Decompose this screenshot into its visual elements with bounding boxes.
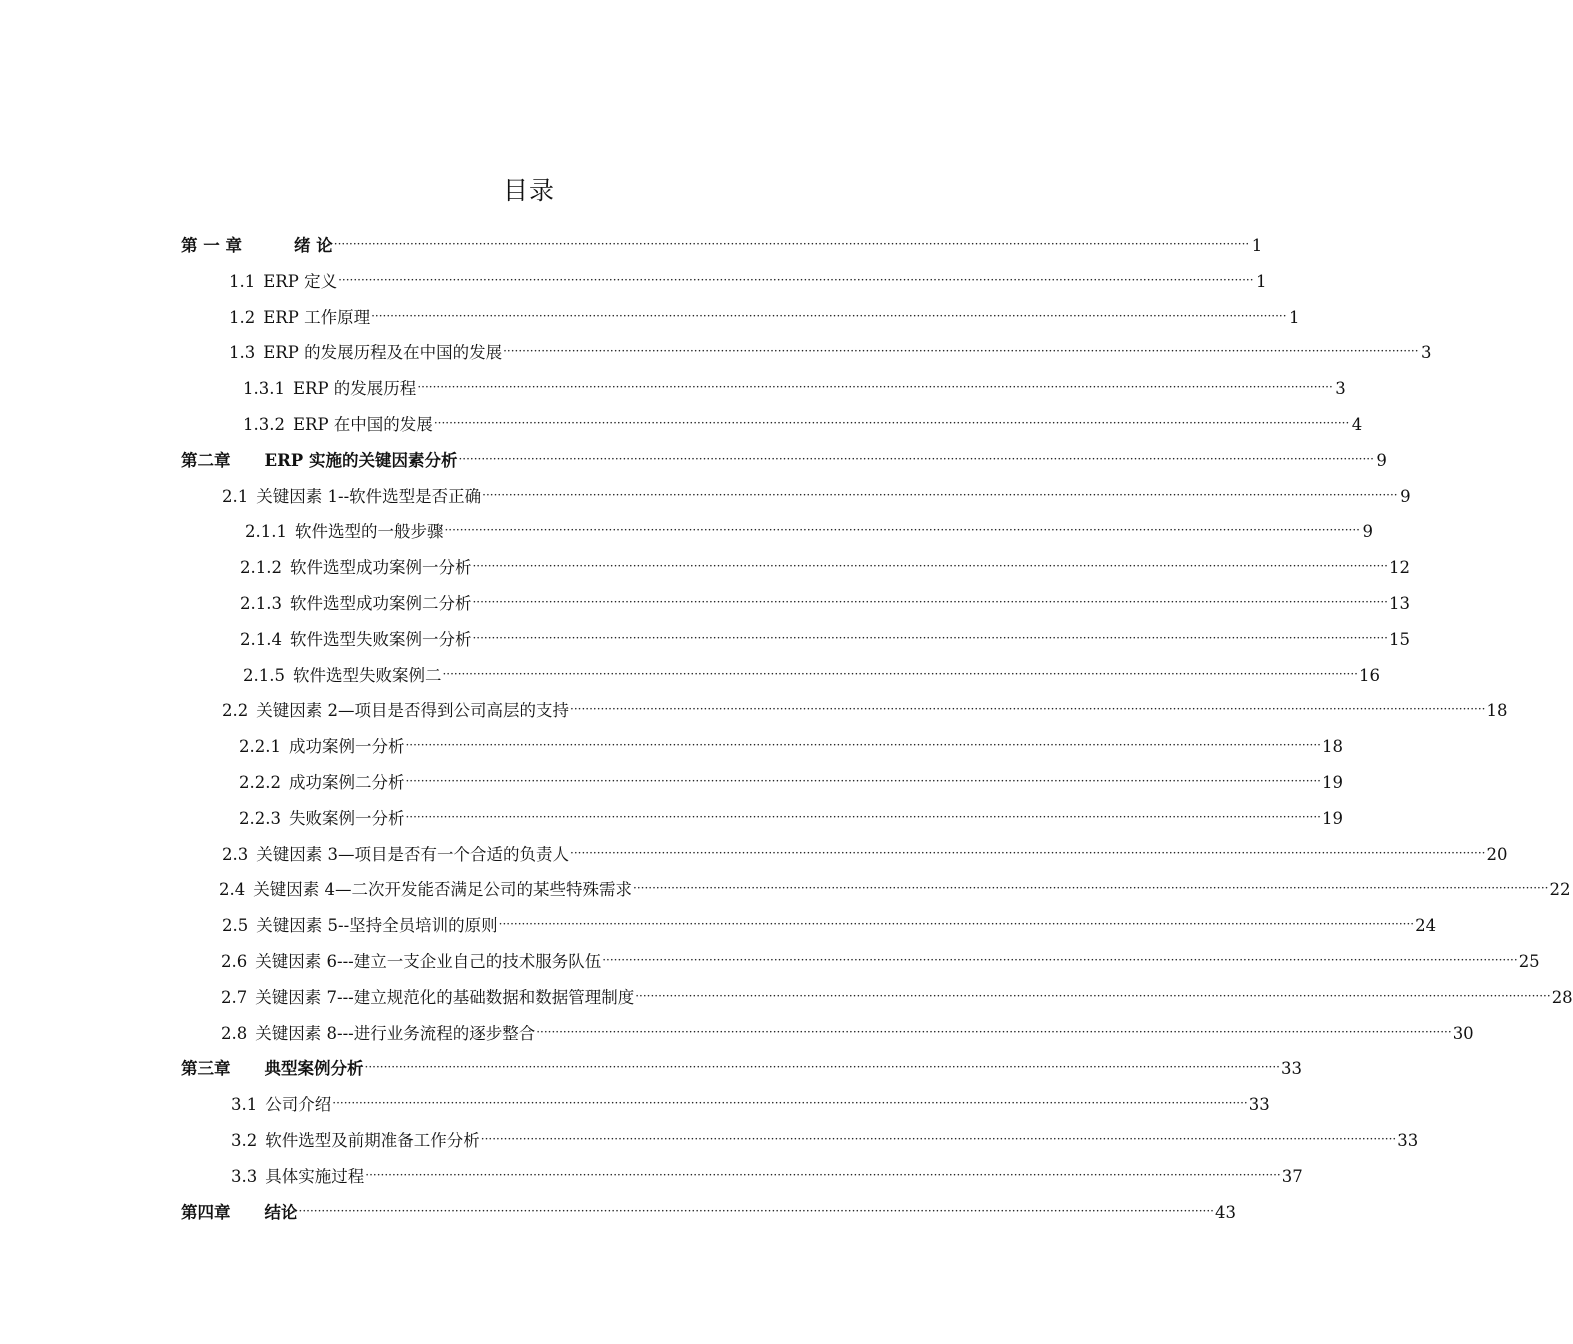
- toc-entry-label: 关键因素 5--坚持全员培训的原则: [256, 916, 498, 936]
- toc-entry-number: 2.1: [222, 486, 249, 506]
- toc-page-number: 3: [1335, 379, 1346, 399]
- toc-page-number: 18: [1486, 701, 1508, 721]
- toc-entry-number: 第四章: [181, 1202, 231, 1222]
- toc-entry-number: 2.1.3: [240, 594, 282, 613]
- toc-entry-number: 2.5: [222, 916, 249, 936]
- toc-entry-number: 3.2: [231, 1131, 258, 1150]
- toc-entry-number: 第 一 章: [181, 236, 242, 255]
- toc-page-number: 1: [1256, 271, 1267, 291]
- toc-entry-number: 2.1.1: [245, 522, 287, 542]
- toc-dot-leader: ················································································································································································································································: [332, 1096, 1248, 1111]
- toc-entry-number: 2.4: [219, 880, 246, 900]
- toc-page-number: 30: [1452, 1023, 1474, 1043]
- toc-entry-label: 软件选型及前期准备工作分析: [265, 1131, 480, 1150]
- toc-page-number: 1: [1251, 236, 1263, 255]
- toc-dot-leader: ················································································································································································································································: [442, 666, 1358, 681]
- toc-entry-number: 2.1.5: [243, 665, 285, 685]
- toc-dot-leader: ················································································································································································································································: [365, 1167, 1281, 1182]
- toc-entry-label: ERP 实施的关键因素分析: [264, 450, 458, 470]
- toc-section-entry[interactable]: [240, 551, 1410, 579]
- toc-entry-number: 3.1: [231, 1095, 258, 1115]
- toc-section-entry[interactable]: [229, 265, 1267, 293]
- toc-entry-number: 2.2.2: [239, 773, 281, 792]
- toc-chapter-entry[interactable]: [181, 229, 1263, 257]
- toc-entry-label: 关键因素 3—项目是否有一个合适的负责人: [256, 844, 569, 864]
- toc-section-entry[interactable]: [231, 1124, 1419, 1152]
- toc-dot-leader: ················································································································································································································································: [472, 559, 1388, 574]
- toc-entry-number: 2.1.2: [240, 558, 282, 578]
- toc-section-entry[interactable]: [231, 1088, 1270, 1116]
- toc-page-number: 16: [1358, 665, 1380, 685]
- toc-section-entry[interactable]: [231, 1160, 1303, 1188]
- toc-page-number: 22: [1549, 880, 1571, 900]
- toc-entry-label: 关键因素 4—二次开发能否满足公司的某些特殊需求: [253, 880, 632, 900]
- toc-dot-leader: ················································································································································································································································: [433, 416, 1350, 430]
- toc-dot-leader: ················································································································································································································································: [570, 845, 1486, 860]
- toc-title: 目录: [502, 175, 555, 205]
- toc-section-entry[interactable]: [219, 873, 1571, 901]
- toc-dot-leader: ················································································································································································································································: [371, 308, 1287, 323]
- toc-dot-leader: ················································································································································································································································: [405, 774, 1321, 788]
- toc-page-number: 33: [1280, 1059, 1302, 1079]
- toc-page-number: 28: [1551, 987, 1573, 1007]
- toc-entry-label: ERP 工作原理: [263, 307, 371, 327]
- toc-entry-number: 1.2: [229, 307, 256, 327]
- toc-page-number: 15: [1388, 629, 1410, 649]
- toc-section-entry[interactable]: [229, 301, 1300, 329]
- toc-entry-label: 关键因素 2—项目是否得到公司高层的支持: [256, 701, 569, 721]
- toc-page-number: 9: [1362, 522, 1373, 542]
- toc-section-entry[interactable]: [239, 766, 1343, 794]
- toc-dot-leader: ················································································································································································································································: [364, 1060, 1280, 1075]
- toc-entry-label: 具体实施过程: [265, 1166, 365, 1186]
- toc-entry-label: 软件选型成功案例二分析: [289, 594, 472, 613]
- toc-entry-number: 1.3.2: [243, 415, 285, 434]
- toc-entry-label: 失败案例一分析: [288, 808, 405, 828]
- toc-page-number: 20: [1486, 844, 1508, 864]
- toc-dot-leader: ················································································································································································································································: [602, 953, 1518, 967]
- toc-entry-number: 2.6: [221, 952, 248, 971]
- toc-entry-number: 1.1: [229, 271, 256, 291]
- toc-section-entry[interactable]: [243, 372, 1346, 400]
- toc-entry-label: 关键因素 8---进行业务流程的逐步整合: [255, 1023, 536, 1043]
- toc-page-number: 25: [1518, 952, 1540, 971]
- toc-section-entry[interactable]: [239, 730, 1343, 758]
- toc-dot-leader: ················································································································································································································································: [472, 595, 1388, 609]
- toc-entry-label: 软件选型失败案例二: [292, 665, 442, 685]
- toc-entry-number: 2.7: [221, 987, 248, 1007]
- toc-dot-leader: ················································································································································································································································: [480, 1132, 1397, 1146]
- toc-entry-label: 软件选型成功案例一分析: [289, 558, 472, 578]
- toc-chapter-entry[interactable]: [181, 444, 1387, 472]
- toc-section-entry[interactable]: [245, 515, 1373, 543]
- toc-chapter-entry[interactable]: [181, 1052, 1302, 1080]
- toc-section-entry[interactable]: [239, 802, 1343, 830]
- toc-section-entry[interactable]: [222, 694, 1508, 722]
- toc-dot-leader: ················································································································································································································································: [417, 380, 1333, 395]
- toc-section-entry[interactable]: [222, 838, 1508, 866]
- toc-page-number: 3: [1421, 343, 1432, 363]
- toc-page-number: 33: [1248, 1095, 1270, 1115]
- toc-entry-label: 关键因素 1--软件选型是否正确: [256, 486, 482, 506]
- toc-page-number: 43: [1214, 1202, 1236, 1222]
- toc-dot-leader: ················································································································································································································································: [405, 809, 1321, 824]
- toc-entry-number: 2.2: [222, 701, 249, 721]
- toc-entry-label: ERP 在中国的发展: [292, 415, 433, 434]
- toc-dot-leader: ················································································································································································································································: [472, 630, 1388, 645]
- toc-dot-leader: ················································································································································································································································: [635, 988, 1551, 1003]
- toc-entry-number: 2.8: [221, 1023, 248, 1043]
- toc-section-entry[interactable]: [221, 1017, 1474, 1045]
- toc-dot-leader: ················································································································································································································································: [633, 881, 1549, 896]
- toc-dot-leader: ················································································································································································································································: [405, 738, 1321, 753]
- toc-entry-label: 公司介绍: [265, 1095, 332, 1115]
- toc-page-number: 13: [1388, 594, 1410, 613]
- toc-dot-leader: ················································································································································································································································: [503, 344, 1419, 359]
- toc-dot-leader: ················································································································································································································································: [536, 1024, 1452, 1039]
- toc-section-entry[interactable]: [240, 623, 1410, 651]
- toc-page-number: 33: [1397, 1131, 1419, 1150]
- toc-page-number: 9: [1376, 450, 1387, 470]
- toc-dot-leader: ················································································································································································································································: [333, 237, 1250, 251]
- toc-page-number: 4: [1351, 415, 1363, 434]
- toc-entry-number: 第二章: [181, 450, 231, 470]
- toc-entry-label: 软件选型的一般步骤: [294, 522, 444, 542]
- toc-entry-label: ERP 的发展历程: [292, 379, 417, 399]
- toc-dot-leader: ················································································································································································································································: [570, 702, 1486, 717]
- toc-entry-label: 软件选型失败案例一分析: [289, 629, 472, 649]
- toc-dot-leader: ················································································································································································································································: [298, 1203, 1214, 1218]
- toc-page-number: 37: [1281, 1166, 1303, 1186]
- toc-chapter-entry[interactable]: [181, 1196, 1236, 1224]
- toc-entry-label: 成功案例一分析: [288, 737, 405, 757]
- toc-page-number: 9: [1400, 486, 1411, 506]
- toc-entry-number: 第三章: [181, 1059, 231, 1079]
- toc-page-number: 1: [1289, 307, 1300, 327]
- toc-entry-label: 关键因素 6---建立一支企业自己的技术服务队伍: [255, 952, 602, 971]
- toc-entry-label: 关键因素 7---建立规范化的基础数据和数据管理制度: [255, 987, 635, 1007]
- toc-section-entry[interactable]: [222, 480, 1411, 508]
- toc-entry-label: 绪 论: [294, 236, 333, 255]
- toc-entry-label: 成功案例二分析: [288, 773, 405, 792]
- toc-entry-number: 2.3: [222, 844, 249, 864]
- toc-page-number: 19: [1321, 808, 1343, 828]
- toc-page-number: 18: [1321, 737, 1343, 757]
- toc-page-number: 24: [1415, 916, 1437, 936]
- toc-section-entry[interactable]: [221, 945, 1540, 973]
- toc-page-number: 19: [1321, 773, 1343, 792]
- toc-page-number: 12: [1388, 558, 1410, 578]
- toc-dot-leader: ················································································································································································································································: [458, 451, 1374, 466]
- toc-section-entry[interactable]: [229, 336, 1432, 364]
- toc-entry-label: ERP 的发展历程及在中国的发展: [263, 343, 503, 363]
- toc-entry-number: 3.3: [231, 1166, 258, 1186]
- toc-section-entry[interactable]: [221, 981, 1573, 1009]
- toc-dot-leader: ················································································································································································································································: [444, 523, 1360, 538]
- toc-dot-leader: ················································································································································································································································: [338, 272, 1254, 287]
- toc-section-entry[interactable]: [243, 408, 1363, 436]
- toc-dot-leader: ················································································································································································································································: [482, 487, 1398, 502]
- toc-section-entry[interactable]: [240, 587, 1410, 615]
- toc-entry-label: ERP 定义: [263, 271, 338, 291]
- toc-section-entry[interactable]: [243, 659, 1380, 687]
- toc-entry-number: 2.1.4: [240, 629, 282, 649]
- toc-entry-label: 结论: [264, 1202, 298, 1222]
- toc-entry-number: 1.3.1: [243, 379, 285, 399]
- toc-dot-leader: ················································································································································································································································: [498, 917, 1415, 932]
- toc-entry-label: 典型案例分析: [264, 1059, 364, 1079]
- toc-entry-number: 2.2.1: [239, 737, 281, 757]
- toc-entry-number: 2.2.3: [239, 808, 281, 828]
- toc-entry-number: 1.3: [229, 343, 256, 363]
- toc-section-entry[interactable]: [222, 909, 1437, 937]
